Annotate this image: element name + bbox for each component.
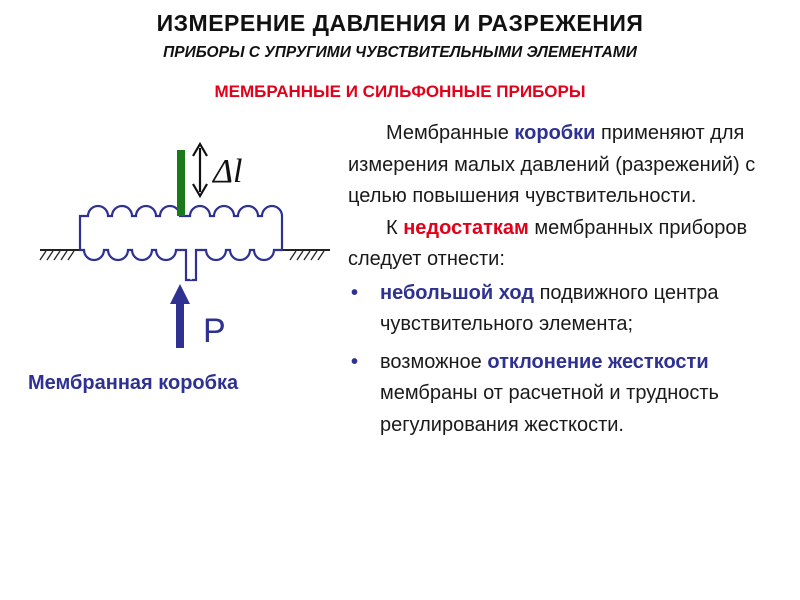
- text-run: К: [386, 216, 404, 239]
- bullet-icon: •: [351, 350, 359, 373]
- section-heading: МЕМБРАННЫЕ И СИЛЬФОННЫЕ ПРИБОРЫ: [214, 82, 586, 101]
- text-run: возможное: [380, 350, 488, 373]
- delta-l-label: Δl: [213, 153, 243, 190]
- paragraph-drawbacks: [348, 213, 768, 276]
- text-run: применяют для измерения малых давлений (разрежений) с целью повышения чувствительности.: [348, 122, 756, 207]
- page-title: ИЗМЕРЕНИЕ ДАВЛЕНИЯ И РАЗРЕЖЕНИЯ: [156, 10, 644, 36]
- highlight-stiffness: отклонение жесткости: [487, 350, 709, 373]
- ground-hatch-left: [40, 251, 74, 260]
- displacement-arrow: [193, 144, 207, 196]
- text-run: подвижного центра чувствительного элемента;: [380, 281, 719, 335]
- page-subtitle: ПРИБОРЫ С УПРУГИМИ ЧУВСТВИТЕЛЬНЫМИ ЭЛЕМЕНТАМИ: [163, 44, 637, 61]
- text-run: Мембранные: [386, 122, 515, 144]
- text-run: мембранных приборов следует отнести:: [348, 216, 748, 270]
- bullet-icon: •: [351, 281, 359, 304]
- pressure-arrow: [170, 284, 190, 348]
- pressure-label: P: [203, 312, 226, 350]
- body-text: [348, 118, 768, 441]
- ground-hatch-right: [290, 251, 324, 260]
- bullet-item-small-stroke: [348, 278, 768, 341]
- highlight-boxes: коробки: [514, 122, 596, 144]
- highlight-small-stroke: небольшой ход: [380, 281, 535, 304]
- membrane-box: [80, 206, 282, 280]
- output-rod: [177, 150, 185, 216]
- membrane-box-diagram: [20, 130, 350, 360]
- text-run: мембраны от расчетной и трудность регулирования жесткости.: [380, 382, 719, 436]
- diagram-caption: Мембранная коробка: [28, 372, 239, 394]
- paragraph-usage: [348, 118, 768, 213]
- highlight-drawbacks: недостаткам: [403, 216, 529, 239]
- bullet-item-stiffness: [348, 347, 768, 442]
